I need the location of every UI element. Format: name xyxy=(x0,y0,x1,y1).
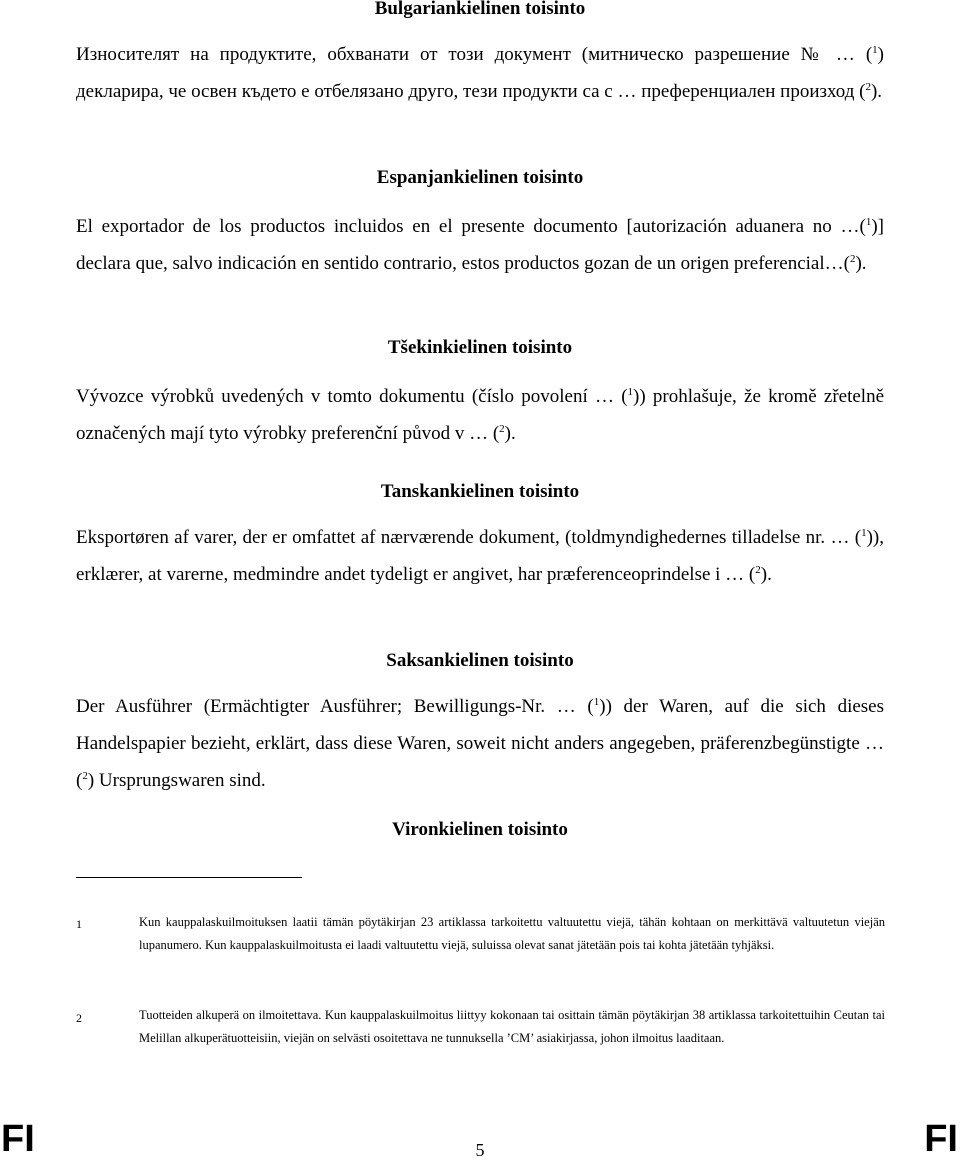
footnote-reference: 2 xyxy=(499,423,505,435)
footnote-reference: 1 xyxy=(865,216,872,228)
footer-language-left: FI xyxy=(1,1118,35,1160)
paragraph-text-run: )), erklærer, at varerne, medmindre andet tydeligt er angivet, har præferenceoprindelse i … ( xyxy=(76,527,884,585)
footnote-reference: 2 xyxy=(849,253,856,265)
footnote-reference: 1 xyxy=(861,527,867,539)
section-text-german xyxy=(76,688,884,799)
paragraph-text-run: )] declara que, salvo indicación en sentido contrario, estos productos gozan de un origen preferencial…( xyxy=(76,216,884,274)
footnote-separator xyxy=(76,877,302,878)
section-text-bulgarian xyxy=(76,36,884,110)
section-heading-german: Saksankielinen toisinto xyxy=(386,650,574,671)
footnote-reference: 2 xyxy=(755,564,761,576)
section-text-czech xyxy=(76,378,884,452)
footer-language-right: FI xyxy=(924,1118,958,1160)
footnote-reference: 1 xyxy=(872,44,878,56)
footnote-reference: 2 xyxy=(865,81,871,93)
paragraph-text-run: El exportador de los productos incluidos en el presente documento [autorización aduanera no …( xyxy=(76,216,866,237)
paragraph-text-run: Der Ausführer (Ermächtigter Ausführer; Bewilligungs-Nr. … ( xyxy=(76,696,594,717)
footnote-reference: 2 xyxy=(82,770,88,782)
paragraph-text-run: ). xyxy=(870,81,883,102)
paragraph-text-run: Износителят на продуктите, обхванати от този документ (митническо разрешение № … ( xyxy=(76,44,873,65)
paragraph-text-run: Vývozce výrobků uvedených v tomto dokumentu (číslo povolení … ( xyxy=(76,386,628,407)
paragraph-text-run: Eksportøren af varer, der er omfattet af nærværende dokument, (toldmyndighedernes tilladelse nr. … ( xyxy=(76,527,862,548)
footnote-number-1: 1 xyxy=(76,917,82,931)
footnote-text-1: Kun kauppalaskuilmoituksen laatii tämän pöytäkirjan 23 artiklassa tarkoitettu valtuutettu viejä, tähän kohtaan on merkittävä valtuutetun viejän lupanumero. Kun kauppalaskuilmoitusta ei laadi valtuutettu viejä, suluissa olevat sanat jätetään pois tai kohta jätetään tyhjäksi. xyxy=(139,915,885,952)
section-heading-bulgarian: Bulgariankielinen toisinto xyxy=(374,0,586,19)
section-heading-danish: Tanskankielinen toisinto xyxy=(380,481,580,502)
section-text-spanish xyxy=(76,208,884,282)
section-heading-spanish: Espanjankielinen toisinto xyxy=(376,167,584,188)
footnote-reference: 1 xyxy=(627,386,634,398)
paragraph-text-run: ). xyxy=(504,423,516,444)
footnote-text-2: Tuotteiden alkuperä on ilmoitettava. Kun kauppalaskuilmoitus liittyy kokonaan tai osittain tämän pöytäkirjan 38 artiklassa tarkoitettuihin Ceutan tai Melillan alkuperätuotteisiin, viejän on selvästi osoitettava ne tunnuksella ’CM’ asiakirjassa, johon ilmoitus laaditaan. xyxy=(139,1008,885,1045)
paragraph-text-run: )) prohlašuje, že kromě zřetelně označených mají tyto výrobky preferenční původ v … ( xyxy=(76,386,884,444)
paragraph-text-run: ). xyxy=(760,564,772,585)
footnote-number-2: 2 xyxy=(76,1011,82,1025)
paragraph-text-run: ). xyxy=(855,253,867,274)
paragraph-text-run: ) декларира, че освен където е отбелязано друго, тези продукти са с … преференциален произход ( xyxy=(76,44,884,102)
page-number: 5 xyxy=(475,1140,485,1160)
paragraph-text-run: )) der Waren, auf die sich dieses Handelspapier bezieht, erklärt, dass diese Waren, soweit nicht anders angegeben, präferenzbegünstigte … ( xyxy=(76,696,884,791)
footnote-reference: 1 xyxy=(593,696,600,708)
section-text-danish xyxy=(76,519,884,593)
section-heading-czech: Tšekinkielinen toisinto xyxy=(387,337,573,358)
section-heading-estonian: Vironkielinen toisinto xyxy=(392,819,568,840)
paragraph-text-run: ) Ursprungswaren sind. xyxy=(87,770,266,791)
